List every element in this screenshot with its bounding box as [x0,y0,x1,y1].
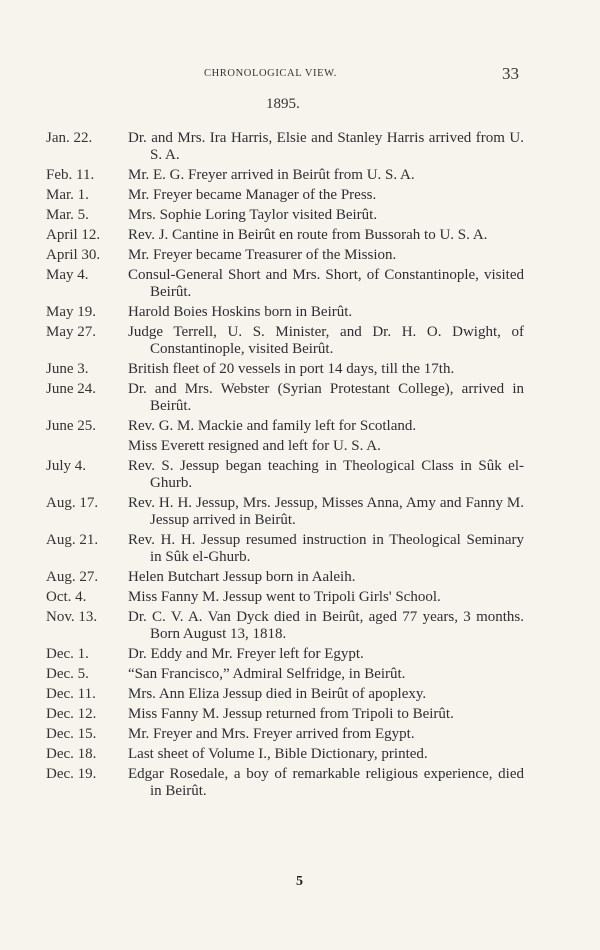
entry-date: Dec. 5. [46,666,89,682]
entry-date: Dec. 12. [46,706,97,722]
entry-text: Miss Everett resigned and left for U. S. A. [128,438,381,454]
chronology-entry [46,381,524,415]
chronology-entry [46,247,524,264]
entry-date [46,438,128,455]
entry-text: Consul-General Short and Mrs. Short, of Constantinople, visited Beirût. [128,267,524,300]
entry-date: Aug. 17. [46,495,99,511]
signature-mark: 5 [296,874,303,889]
entry-date: Nov. 13. [46,609,98,625]
entry-date: July 4. [46,458,87,474]
chronology-entry [46,666,524,683]
chronology-entry [46,726,524,743]
chronology-entry [46,207,524,224]
entry-date: Dec. 15. [46,726,97,742]
chronology-entry [46,686,524,703]
entry-date: April 12. [46,227,101,243]
entry-text: Rev. H. H. Jessup resumed instruction in Theological Seminary in Sûk el-Ghurb. [128,532,524,565]
entry-date: Oct. 4. [46,589,87,605]
chronology-entry [46,130,524,164]
entry-text: Rev. S. Jessup began teaching in Theological Class in Sûk el-Ghurb. [128,458,524,491]
entry-date: June 24. [46,381,96,397]
entry-date: Feb. 11. [46,167,95,183]
chronology-entry [46,495,524,529]
entry-date: June 3. [46,361,89,377]
chronology-entry [46,187,524,204]
entry-date: May 4. [46,267,89,283]
year-heading: 1895. [266,96,300,112]
entry-text: Dr. and Mrs. Webster (Syrian Protestant College), arrived in Beirût. [128,381,524,414]
entry-text: Mrs. Ann Eliza Jessup died in Beirût of apoplexy. [128,686,427,702]
chronology-entry [46,569,524,586]
entry-text: Judge Terrell, U. S. Minister, and Dr. H. O. Dwight, of Constantinople, visited Beirût. [128,324,524,357]
chronology-entry [46,746,524,763]
chronology-entry [46,589,524,606]
entry-text: Dr. Eddy and Mr. Freyer left for Egypt. [128,646,364,662]
entry-text: Harold Boies Hoskins born in Beirût. [128,304,353,320]
entry-date: Dec. 19. [46,766,97,782]
chronology-entry [46,267,524,301]
entry-date: Mar. 5. [46,207,89,223]
entry-text: Miss Fanny M. Jessup returned from Tripoli to Beirût. [128,706,454,722]
chronology-entry [46,609,524,643]
entry-text: Rev. H. H. Jessup, Mrs. Jessup, Misses Anna, Amy and Fanny M. Jessup arrived in Beirût. [128,495,524,528]
entry-text: Rev. J. Cantine in Beirût en route from Bussorah to U. S. A. [128,227,488,243]
entry-text: Mr. Freyer became Treasurer of the Mission. [128,247,397,263]
entry-date: Dec. 18. [46,746,97,762]
entry-date: Aug. 21. [46,532,99,548]
entry-text: Mr. E. G. Freyer arrived in Beirût from U. S. A. [128,167,415,183]
entry-date: Mar. 1. [46,187,89,203]
chronology-entry [46,361,524,378]
entry-text: Mrs. Sophie Loring Taylor visited Beirût. [128,207,378,223]
entry-text: British fleet of 20 vessels in port 14 days, till the 17th. [128,361,455,377]
entry-date: Dec. 1. [46,646,89,662]
entry-text: “San Francisco,” Admiral Selfridge, in Beirût. [128,666,406,682]
entry-text: Helen Butchart Jessup born in Aaleih. [128,569,356,585]
chronology-entry [46,324,524,358]
running-head: CHRONOLOGICAL VIEW. [204,68,337,79]
entry-date: June 25. [46,418,96,434]
chronology-entry [46,532,524,566]
entry-date: May 27. [46,324,96,340]
entry-date: Aug. 27. [46,569,99,585]
entry-text: Dr. C. V. A. Van Dyck died in Beirût, aged 77 years, 3 months. Born August 13, 1818. [128,609,524,642]
chronology-entry [46,167,524,184]
entry-text: Edgar Rosedale, a boy of remarkable religious experience, died in Beirût. [128,766,524,799]
entry-date: Jan. 22. [46,130,93,146]
entry-text: Mr. Freyer and Mrs. Freyer arrived from Egypt. [128,726,415,742]
entry-text: Miss Fanny M. Jessup went to Tripoli Girls' School. [128,589,441,605]
entry-text: Last sheet of Volume I., Bible Dictionary, printed. [128,746,428,762]
entry-date: May 19. [46,304,96,320]
entry-text: Mr. Freyer became Manager of the Press. [128,187,377,203]
chronology-entry [46,304,524,321]
chronology-list [46,130,524,803]
entry-date: Dec. 11. [46,686,96,702]
chronology-entry [46,438,524,455]
chronology-entry [46,646,524,663]
chronology-entry [46,458,524,492]
entry-date: April 30. [46,247,101,263]
chronology-entry [46,227,524,244]
entry-text: Dr. and Mrs. Ira Harris, Elsie and Stanley Harris arrived from U. S. A. [128,130,524,163]
chronology-entry [46,706,524,723]
chronology-entry [46,766,524,800]
entry-text: Rev. G. M. Mackie and family left for Scotland. [128,418,417,434]
chronology-entry [46,418,524,435]
page-number: 33 [502,64,519,83]
